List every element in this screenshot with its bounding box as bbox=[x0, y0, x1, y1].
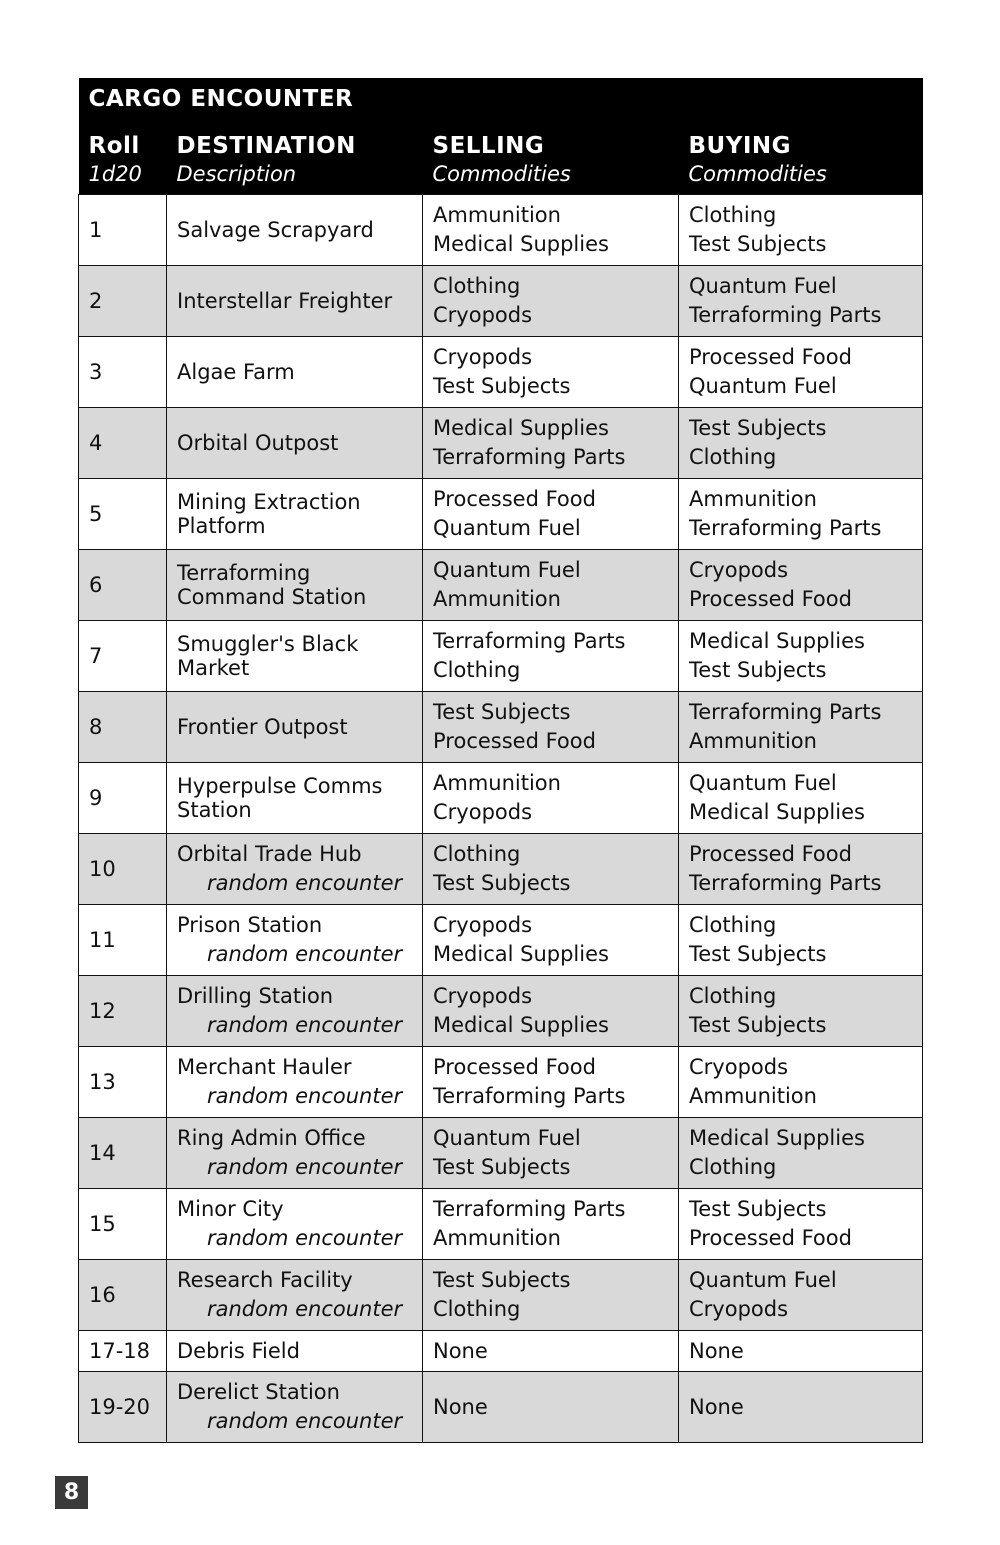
table-row bbox=[79, 1331, 923, 1372]
selling-commodity: Processed Food bbox=[433, 487, 596, 511]
buying-commodity: Quantum Fuel bbox=[689, 1268, 837, 1292]
selling-commodity: Cryopods bbox=[433, 984, 533, 1008]
buying-commodity: Processed Food bbox=[689, 1226, 852, 1250]
selling-commodity: Clothing bbox=[433, 658, 521, 682]
buying-cell bbox=[679, 976, 923, 1047]
selling-commodity: None bbox=[433, 1338, 488, 1363]
table-row bbox=[79, 763, 923, 834]
destination-cell bbox=[167, 550, 423, 621]
selling-commodity: Ammunition bbox=[433, 771, 561, 795]
selling-commodity: Processed Food bbox=[433, 1055, 596, 1079]
table-row bbox=[79, 1372, 923, 1443]
selling-commodity: Test Subjects bbox=[433, 1155, 571, 1179]
destination-name: Research Facility bbox=[177, 1268, 353, 1292]
destination-name: Merchant Hauler bbox=[177, 1055, 352, 1079]
roll-cell bbox=[79, 337, 167, 408]
buying-commodity: Terraforming Parts bbox=[689, 303, 882, 327]
random-encounter-note: random encounter bbox=[207, 1155, 403, 1179]
buying-cell bbox=[679, 408, 923, 479]
selling-commodity: Quantum Fuel bbox=[433, 1126, 581, 1150]
roll-value: 12 bbox=[89, 998, 116, 1023]
column-header-selling bbox=[423, 132, 679, 195]
buying-commodity: Terraforming Parts bbox=[689, 871, 882, 895]
selling-commodity: Test Subjects bbox=[433, 1268, 571, 1292]
selling-commodity: Test Subjects bbox=[433, 700, 571, 724]
table-row bbox=[79, 266, 923, 337]
buying-cell bbox=[679, 763, 923, 834]
destination-name: Interstellar Freighter bbox=[177, 288, 393, 313]
table-row bbox=[79, 905, 923, 976]
destination-cell bbox=[167, 195, 423, 266]
buying-cell bbox=[679, 337, 923, 408]
destination-name: Terraforming bbox=[177, 561, 311, 585]
roll-cell bbox=[79, 1331, 167, 1372]
buying-commodity: Test Subjects bbox=[689, 1013, 827, 1037]
destination-cell bbox=[167, 266, 423, 337]
destination-cell bbox=[167, 1047, 423, 1118]
selling-commodity: Test Subjects bbox=[433, 374, 571, 398]
column-header-sublabel: 1d20 bbox=[88, 162, 142, 186]
buying-commodity: Test Subjects bbox=[689, 416, 827, 440]
roll-value: 9 bbox=[89, 785, 103, 810]
buying-cell bbox=[679, 195, 923, 266]
roll-cell bbox=[79, 1118, 167, 1189]
roll-value: 8 bbox=[89, 714, 103, 739]
destination-name: Orbital Trade Hub bbox=[177, 842, 362, 866]
roll-cell bbox=[79, 1189, 167, 1260]
selling-commodity: Terraforming Parts bbox=[433, 1084, 626, 1108]
destination-name: Minor City bbox=[177, 1197, 284, 1221]
column-header-sublabel: Commodities bbox=[688, 162, 827, 186]
buying-cell bbox=[679, 266, 923, 337]
destination-cell bbox=[167, 479, 423, 550]
destination-name: Orbital Outpost bbox=[177, 430, 339, 455]
destination-name: Platform bbox=[177, 514, 266, 538]
buying-commodity: Test Subjects bbox=[689, 232, 827, 256]
column-header-label: Roll bbox=[88, 133, 140, 159]
roll-cell bbox=[79, 621, 167, 692]
selling-cell bbox=[423, 337, 679, 408]
table-row bbox=[79, 337, 923, 408]
roll-cell bbox=[79, 195, 167, 266]
roll-value: 17-18 bbox=[89, 1338, 151, 1363]
selling-commodity: Ammunition bbox=[433, 587, 561, 611]
destination-name: Station bbox=[177, 798, 252, 822]
column-header-label: SELLING bbox=[432, 133, 545, 159]
destination-cell bbox=[167, 976, 423, 1047]
roll-cell bbox=[79, 1372, 167, 1443]
buying-commodity: Cryopods bbox=[689, 1055, 789, 1079]
buying-cell bbox=[679, 621, 923, 692]
random-encounter-note: random encounter bbox=[207, 1013, 403, 1037]
column-header-buying bbox=[679, 132, 923, 195]
destination-cell bbox=[167, 692, 423, 763]
table-row bbox=[79, 479, 923, 550]
buying-commodity: Cryopods bbox=[689, 558, 789, 582]
buying-commodity: Clothing bbox=[689, 984, 777, 1008]
buying-cell bbox=[679, 1372, 923, 1443]
selling-cell bbox=[423, 763, 679, 834]
destination-cell bbox=[167, 408, 423, 479]
destination-name: Hyperpulse Comms bbox=[177, 774, 383, 798]
selling-cell bbox=[423, 1047, 679, 1118]
roll-cell bbox=[79, 692, 167, 763]
roll-cell bbox=[79, 763, 167, 834]
selling-commodity: Terraforming Parts bbox=[433, 1197, 626, 1221]
buying-commodity: Clothing bbox=[689, 203, 777, 227]
destination-cell bbox=[167, 834, 423, 905]
selling-commodity: Clothing bbox=[433, 274, 521, 298]
buying-commodity: Test Subjects bbox=[689, 1197, 827, 1221]
random-encounter-note: random encounter bbox=[207, 871, 403, 895]
roll-value: 4 bbox=[89, 430, 103, 455]
selling-cell bbox=[423, 479, 679, 550]
random-encounter-note: random encounter bbox=[207, 1226, 403, 1250]
roll-value: 16 bbox=[89, 1282, 116, 1307]
random-encounter-note: random encounter bbox=[207, 1409, 403, 1433]
selling-commodity: Ammunition bbox=[433, 203, 561, 227]
roll-value: 5 bbox=[89, 501, 103, 526]
selling-cell bbox=[423, 550, 679, 621]
selling-cell bbox=[423, 266, 679, 337]
table-row bbox=[79, 1047, 923, 1118]
destination-name: Frontier Outpost bbox=[177, 714, 348, 739]
buying-cell bbox=[679, 550, 923, 621]
destination-name: Market bbox=[177, 656, 250, 680]
destination-cell bbox=[167, 1372, 423, 1443]
buying-commodity: None bbox=[689, 1394, 744, 1419]
roll-cell bbox=[79, 1260, 167, 1331]
buying-commodity: Cryopods bbox=[689, 1297, 789, 1321]
selling-commodity: Quantum Fuel bbox=[433, 516, 581, 540]
roll-cell bbox=[79, 479, 167, 550]
buying-commodity: Processed Food bbox=[689, 587, 852, 611]
roll-cell bbox=[79, 408, 167, 479]
buying-commodity: Medical Supplies bbox=[689, 629, 865, 653]
roll-value: 11 bbox=[89, 927, 116, 952]
destination-name: Derelict Station bbox=[177, 1380, 340, 1404]
roll-value: 14 bbox=[89, 1140, 116, 1165]
column-header-roll bbox=[79, 132, 167, 195]
buying-commodity: Test Subjects bbox=[689, 658, 827, 682]
roll-cell bbox=[79, 905, 167, 976]
buying-cell bbox=[679, 1331, 923, 1372]
table-title-row bbox=[79, 78, 923, 132]
selling-cell bbox=[423, 1260, 679, 1331]
column-header-row bbox=[79, 132, 923, 195]
buying-commodity: Processed Food bbox=[689, 345, 852, 369]
roll-value: 19-20 bbox=[89, 1394, 151, 1419]
buying-commodity: Test Subjects bbox=[689, 942, 827, 966]
destination-cell bbox=[167, 1260, 423, 1331]
selling-commodity: Ammunition bbox=[433, 1226, 561, 1250]
buying-cell bbox=[679, 905, 923, 976]
destination-name: Salvage Scrapyard bbox=[177, 217, 374, 242]
table-row bbox=[79, 550, 923, 621]
destination-name: Ring Admin Office bbox=[177, 1126, 366, 1150]
buying-commodity: Quantum Fuel bbox=[689, 274, 837, 298]
destination-cell bbox=[167, 1118, 423, 1189]
buying-commodity: Medical Supplies bbox=[689, 1126, 865, 1150]
table-row bbox=[79, 1260, 923, 1331]
table-row bbox=[79, 408, 923, 479]
destination-cell bbox=[167, 337, 423, 408]
selling-cell bbox=[423, 1331, 679, 1372]
roll-value: 6 bbox=[89, 572, 103, 597]
destination-name: Algae Farm bbox=[177, 359, 295, 384]
random-encounter-note: random encounter bbox=[207, 1084, 403, 1108]
selling-commodity: Cryopods bbox=[433, 303, 533, 327]
roll-value: 3 bbox=[89, 359, 103, 384]
destination-name: Smuggler's Black bbox=[177, 632, 359, 656]
table-row bbox=[79, 834, 923, 905]
selling-commodity: Medical Supplies bbox=[433, 942, 609, 966]
selling-cell bbox=[423, 408, 679, 479]
selling-commodity: Medical Supplies bbox=[433, 1013, 609, 1037]
selling-commodity: Processed Food bbox=[433, 729, 596, 753]
table-row bbox=[79, 1118, 923, 1189]
selling-commodity: Cryopods bbox=[433, 800, 533, 824]
selling-commodity: Terraforming Parts bbox=[433, 629, 626, 653]
selling-commodity: None bbox=[433, 1394, 488, 1419]
buying-commodity: Terraforming Parts bbox=[689, 700, 882, 724]
table-body bbox=[79, 195, 923, 1443]
destination-name: Prison Station bbox=[177, 913, 323, 937]
buying-commodity: Clothing bbox=[689, 1155, 777, 1179]
column-header-label: DESTINATION bbox=[176, 133, 356, 159]
selling-commodity: Terraforming Parts bbox=[433, 445, 626, 469]
destination-name: Debris Field bbox=[177, 1338, 300, 1363]
buying-commodity: Clothing bbox=[689, 445, 777, 469]
selling-cell bbox=[423, 1189, 679, 1260]
buying-commodity: Ammunition bbox=[689, 487, 817, 511]
random-encounter-note: random encounter bbox=[207, 942, 403, 966]
column-header-label: BUYING bbox=[688, 133, 792, 159]
selling-commodity: Quantum Fuel bbox=[433, 558, 581, 582]
roll-value: 10 bbox=[89, 856, 116, 881]
buying-cell bbox=[679, 1047, 923, 1118]
selling-cell bbox=[423, 834, 679, 905]
selling-cell bbox=[423, 1372, 679, 1443]
selling-cell bbox=[423, 1118, 679, 1189]
buying-commodity: Ammunition bbox=[689, 1084, 817, 1108]
selling-commodity: Medical Supplies bbox=[433, 416, 609, 440]
buying-cell bbox=[679, 1189, 923, 1260]
destination-cell bbox=[167, 1331, 423, 1372]
cargo-encounter-table bbox=[78, 78, 923, 1443]
table-row bbox=[79, 692, 923, 763]
cargo-encounter-table-wrapper bbox=[78, 78, 922, 1443]
selling-commodity: Clothing bbox=[433, 842, 521, 866]
selling-cell bbox=[423, 905, 679, 976]
buying-cell bbox=[679, 834, 923, 905]
table-row bbox=[79, 621, 923, 692]
destination-cell bbox=[167, 1189, 423, 1260]
buying-commodity: Quantum Fuel bbox=[689, 374, 837, 398]
roll-cell bbox=[79, 266, 167, 337]
roll-cell bbox=[79, 1047, 167, 1118]
roll-cell bbox=[79, 976, 167, 1047]
selling-cell bbox=[423, 195, 679, 266]
buying-commodity: Processed Food bbox=[689, 842, 852, 866]
selling-cell bbox=[423, 621, 679, 692]
buying-cell bbox=[679, 1260, 923, 1331]
buying-commodity: Ammunition bbox=[689, 729, 817, 753]
buying-commodity: None bbox=[689, 1338, 744, 1363]
destination-cell bbox=[167, 763, 423, 834]
destination-cell bbox=[167, 905, 423, 976]
selling-commodity: Medical Supplies bbox=[433, 232, 609, 256]
buying-commodity: Clothing bbox=[689, 913, 777, 937]
selling-cell bbox=[423, 692, 679, 763]
column-header-sublabel: Commodities bbox=[432, 162, 571, 186]
table-title: CARGO ENCOUNTER bbox=[79, 78, 923, 132]
roll-value: 15 bbox=[89, 1211, 116, 1236]
roll-value: 13 bbox=[89, 1069, 116, 1094]
selling-commodity: Test Subjects bbox=[433, 871, 571, 895]
column-header-destination bbox=[167, 132, 423, 195]
roll-value: 1 bbox=[89, 217, 103, 242]
random-encounter-note: random encounter bbox=[207, 1297, 403, 1321]
selling-commodity: Cryopods bbox=[433, 345, 533, 369]
roll-value: 7 bbox=[89, 643, 103, 668]
buying-cell bbox=[679, 479, 923, 550]
buying-commodity: Terraforming Parts bbox=[689, 516, 882, 540]
page-number-badge: 8 bbox=[55, 1476, 88, 1509]
table-row bbox=[79, 976, 923, 1047]
destination-name: Drilling Station bbox=[177, 984, 334, 1008]
table-row bbox=[79, 1189, 923, 1260]
selling-cell bbox=[423, 976, 679, 1047]
destination-cell bbox=[167, 621, 423, 692]
selling-commodity: Clothing bbox=[433, 1297, 521, 1321]
roll-value: 2 bbox=[89, 288, 103, 313]
buying-commodity: Quantum Fuel bbox=[689, 771, 837, 795]
table-row bbox=[79, 195, 923, 266]
destination-name: Mining Extraction bbox=[177, 490, 361, 514]
column-header-sublabel: Description bbox=[176, 162, 297, 186]
roll-cell bbox=[79, 550, 167, 621]
selling-commodity: Cryopods bbox=[433, 913, 533, 937]
roll-cell bbox=[79, 834, 167, 905]
buying-cell bbox=[679, 1118, 923, 1189]
buying-cell bbox=[679, 692, 923, 763]
destination-name: Command Station bbox=[177, 585, 367, 609]
buying-commodity: Medical Supplies bbox=[689, 800, 865, 824]
